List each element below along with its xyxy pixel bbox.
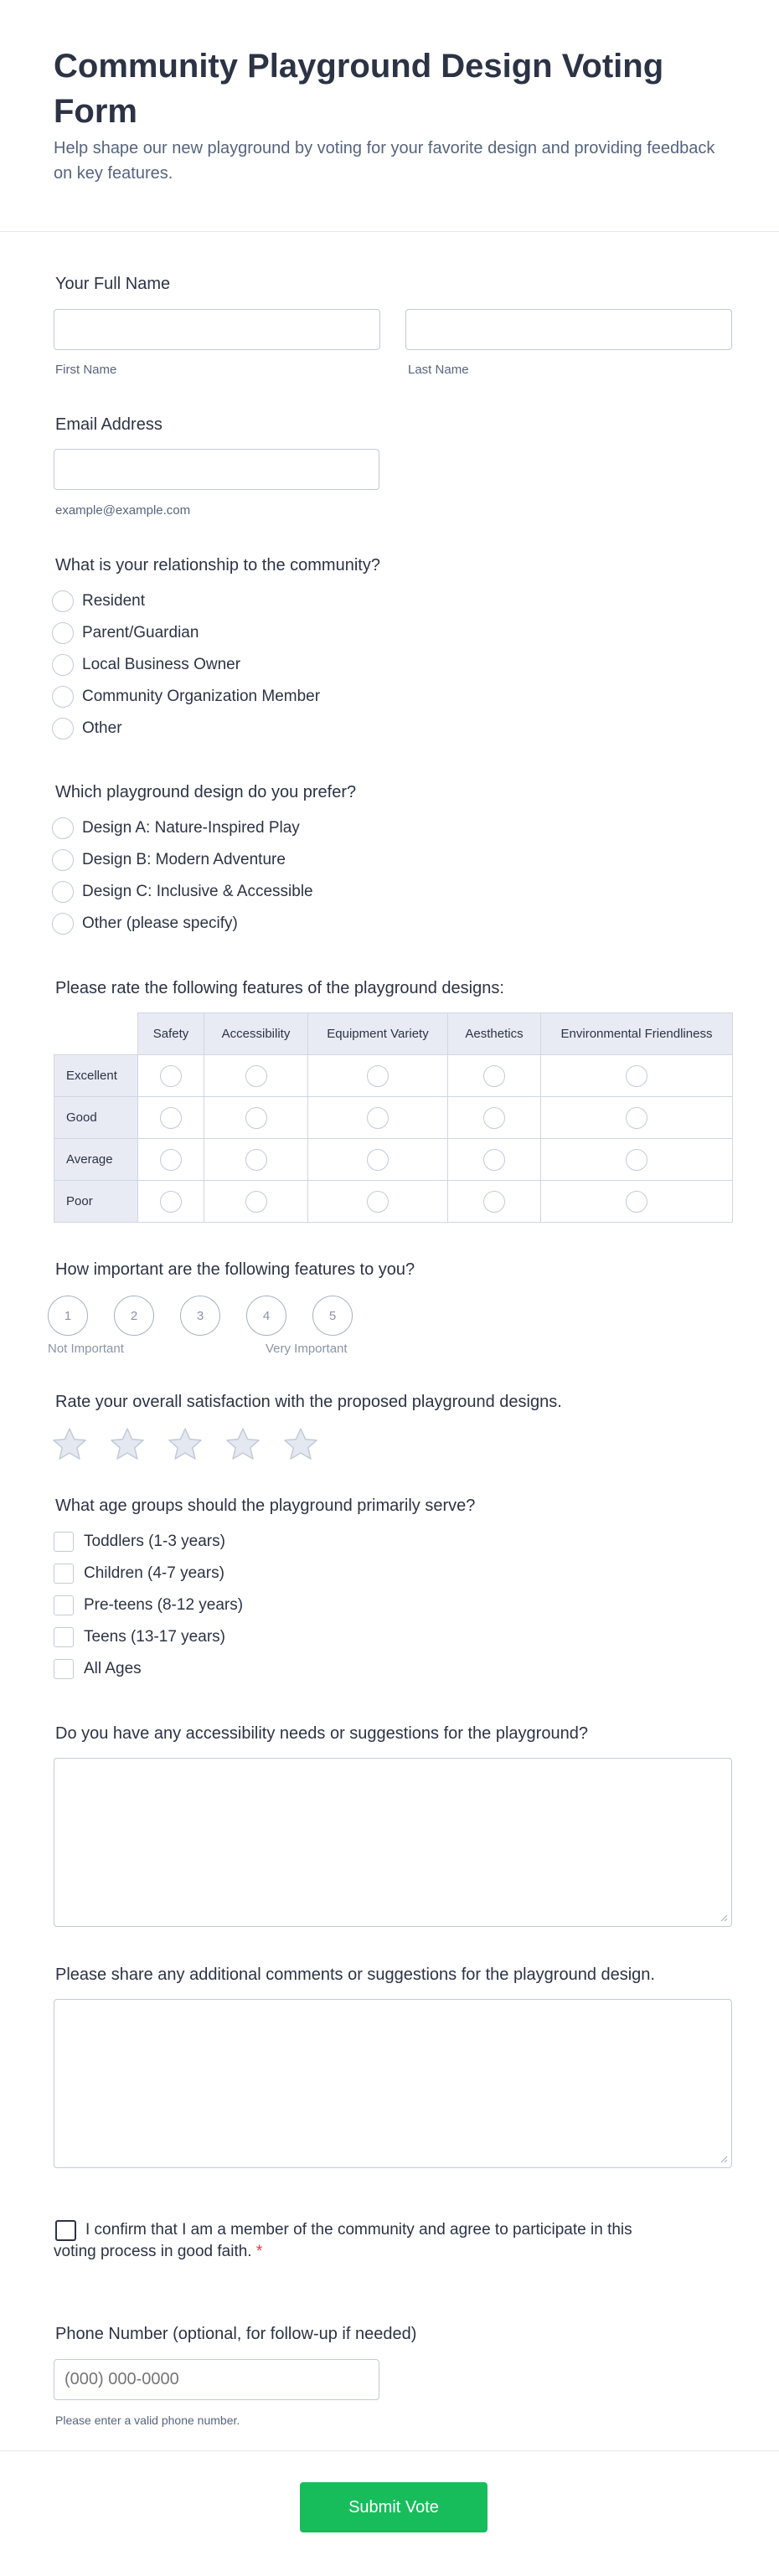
submit-button[interactable]: Submit Vote (300, 2482, 488, 2532)
checkbox[interactable] (54, 1659, 74, 1679)
matrix-row (54, 1139, 733, 1181)
matrix-radio[interactable] (626, 1149, 647, 1171)
age-option-children[interactable]: Children (4-7 years) (54, 1558, 243, 1589)
age-option-teens[interactable]: Teens (13-17 years) (54, 1621, 243, 1653)
matrix-column-header: Aesthetics (448, 1013, 541, 1055)
radio-button[interactable] (52, 686, 74, 708)
design-option-b[interactable]: Design B: Modern Adventure (52, 844, 313, 876)
design-options (52, 812, 313, 940)
relationship-option-business[interactable]: Local Business Owner (52, 649, 320, 681)
matrix-radio[interactable] (626, 1065, 647, 1087)
age-option-toddlers[interactable]: Toddlers (1-3 years) (54, 1526, 243, 1558)
relationship-option-parent[interactable]: Parent/Guardian (52, 617, 320, 649)
age-groups-options (54, 1526, 243, 1685)
matrix-radio[interactable] (160, 1149, 182, 1171)
last-name-input[interactable] (405, 309, 732, 350)
matrix-radio[interactable] (245, 1065, 267, 1087)
matrix-radio[interactable] (483, 1149, 505, 1171)
radio-button[interactable] (52, 718, 74, 739)
resize-grip-icon[interactable] (718, 2153, 728, 2163)
star-icon[interactable] (51, 1426, 88, 1463)
checkbox[interactable] (54, 1595, 74, 1615)
matrix-radio[interactable] (160, 1191, 182, 1213)
comments-textarea[interactable] (54, 1999, 732, 2168)
phone-sublabel: Please enter a valid phone number. (55, 2414, 240, 2427)
email-sublabel: example@example.com (55, 503, 191, 518)
design-option-other[interactable]: Other (please specify) (52, 908, 313, 940)
matrix-radio[interactable] (626, 1107, 647, 1129)
last-name-sublabel: Last Name (408, 363, 469, 377)
matrix-label: Please rate the following features of the playground designs: (55, 979, 504, 997)
matrix-radio[interactable] (626, 1191, 647, 1213)
full-name-label: Your Full Name (55, 275, 171, 293)
importance-label: How important are the following features to you? (55, 1260, 415, 1279)
star-icon[interactable] (109, 1426, 146, 1463)
email-label: Email Address (55, 415, 163, 434)
matrix-row-header: Poor (54, 1181, 138, 1223)
matrix-row (54, 1055, 733, 1097)
radio-button[interactable] (52, 849, 74, 871)
matrix-radio[interactable] (367, 1107, 389, 1129)
required-asterisk: * (255, 2243, 263, 2260)
matrix-radio[interactable] (245, 1149, 267, 1171)
matrix-radio[interactable] (483, 1107, 505, 1129)
first-name-input[interactable] (54, 309, 380, 350)
relationship-option-resident[interactable]: Resident (52, 585, 320, 617)
scale-min-label: Not Important (48, 1342, 124, 1356)
first-name-sublabel: First Name (55, 363, 117, 377)
accessibility-textarea[interactable] (54, 1758, 732, 1927)
scale-option-4[interactable]: 4 (246, 1296, 286, 1336)
checkbox[interactable] (54, 1564, 74, 1584)
scale-max-label: Very Important (266, 1342, 348, 1356)
form-header (0, 0, 779, 232)
relationship-option-other[interactable]: Other (52, 713, 320, 744)
radio-button[interactable] (52, 622, 74, 644)
matrix-radio[interactable] (245, 1107, 267, 1129)
radio-button[interactable] (52, 913, 74, 935)
matrix-radio[interactable] (160, 1065, 182, 1087)
matrix-row-header: Good (54, 1097, 138, 1139)
form-subtitle: Help shape our new playground by voting for your favorite design and providing feedback on key features. (54, 139, 715, 183)
radio-button[interactable] (52, 881, 74, 903)
email-input[interactable] (54, 449, 379, 490)
confirm-label: I confirm that I am a member of the community and agree to participate in this voting process in good faith. (54, 2221, 632, 2260)
checkbox[interactable] (54, 1627, 74, 1647)
rating-matrix (54, 1012, 733, 1223)
radio-button[interactable] (52, 817, 74, 839)
scale-option-1[interactable]: 1 (48, 1296, 88, 1336)
scale-option-5[interactable]: 5 (312, 1296, 353, 1336)
relationship-options (52, 585, 320, 744)
matrix-radio[interactable] (160, 1107, 182, 1129)
radio-button[interactable] (52, 590, 74, 612)
matrix-radio[interactable] (483, 1191, 505, 1213)
matrix-column-header: Safety (138, 1013, 204, 1055)
comments-label: Please share any additional comments or suggestions for the playground design. (55, 1965, 655, 1984)
scale-option-3[interactable]: 3 (180, 1296, 220, 1336)
satisfaction-label: Rate your overall satisfaction with the proposed playground designs. (55, 1393, 562, 1411)
relationship-label: What is your relationship to the community? (55, 556, 380, 574)
resize-grip-icon[interactable] (718, 1912, 728, 1922)
matrix-corner (54, 1013, 138, 1055)
accessibility-label: Do you have any accessibility needs or suggestions for the playground? (55, 1724, 588, 1743)
matrix-radio[interactable] (245, 1191, 267, 1213)
matrix-column-header: Environmental Friendliness (541, 1013, 733, 1055)
radio-button[interactable] (52, 654, 74, 676)
matrix-column-header: Accessibility (204, 1013, 308, 1055)
matrix-column-header: Equipment Variety (308, 1013, 448, 1055)
checkbox[interactable] (54, 1532, 74, 1552)
design-label: Which playground design do you prefer? (55, 783, 357, 801)
age-option-all[interactable]: All Ages (54, 1653, 243, 1685)
star-icon[interactable] (282, 1426, 319, 1463)
relationship-option-organization[interactable]: Community Organization Member (52, 681, 320, 713)
matrix-row (54, 1181, 733, 1223)
age-option-preteens[interactable]: Pre-teens (8-12 years) (54, 1589, 243, 1621)
matrix-row-header: Average (54, 1139, 138, 1181)
form-title: Community Playground Design Voting Form (54, 48, 664, 130)
phone-input[interactable] (54, 2359, 379, 2400)
matrix-row-header: Excellent (54, 1055, 138, 1097)
star-icon[interactable] (167, 1426, 204, 1463)
design-option-c[interactable]: Design C: Inclusive & Accessible (52, 876, 313, 908)
confirm-statement (54, 2219, 673, 2263)
star-icon[interactable] (224, 1426, 261, 1463)
design-option-a[interactable]: Design A: Nature-Inspired Play (52, 812, 313, 844)
age-groups-label: What age groups should the playground primarily serve? (55, 1497, 476, 1515)
matrix-radio[interactable] (483, 1065, 505, 1087)
matrix-row (54, 1097, 733, 1139)
phone-label: Phone Number (optional, for follow-up if needed) (55, 2325, 417, 2343)
matrix-radio[interactable] (367, 1149, 389, 1171)
matrix-radio[interactable] (367, 1065, 389, 1087)
matrix-radio[interactable] (367, 1191, 389, 1213)
scale-option-2[interactable]: 2 (114, 1296, 154, 1336)
